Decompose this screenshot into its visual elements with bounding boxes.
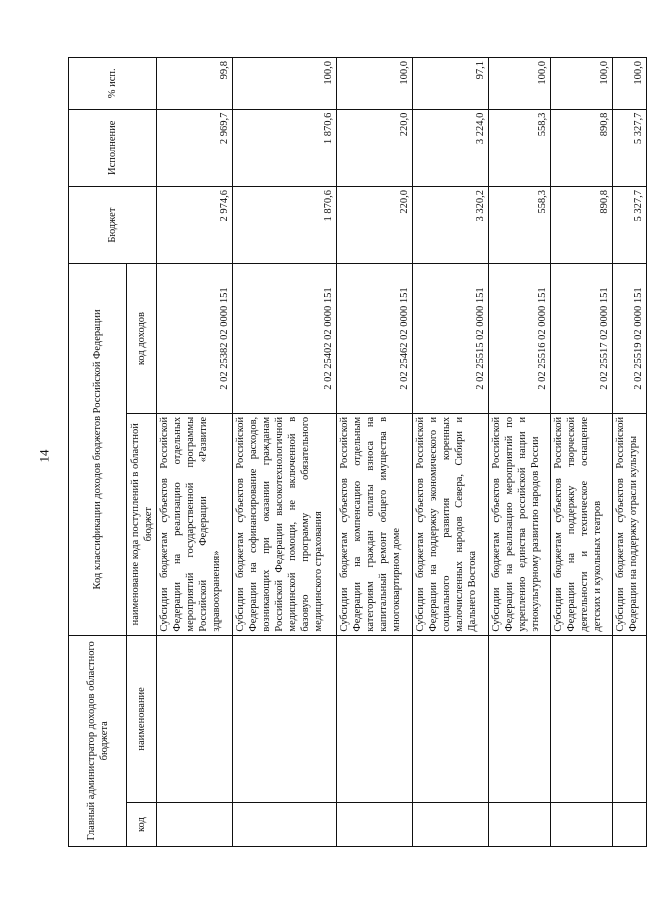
page-number: 14 <box>36 449 52 463</box>
percent-value: 100,0 <box>337 58 413 110</box>
admin-code-cell <box>157 803 233 847</box>
admin-name-cell <box>337 635 413 803</box>
percent-value: 100,0 <box>489 58 551 110</box>
header-execution: Исполнение <box>69 109 157 186</box>
income-description: Субсидии бюджетам субъектов Российской Федерации на софинансирование расходов, возникающих при оказании гражданам Российской Федерации высокотехнологичной медицинской помощи, не включенной в базовую программу обязательного медицинского страхования <box>233 413 337 635</box>
table-row <box>337 58 413 847</box>
header-income-code-name: наименование кода поступлений в областной бюджет <box>127 413 157 635</box>
income-code: 2 02 25462 02 0000 151 <box>337 264 413 414</box>
table-row <box>613 58 647 847</box>
income-description: Субсидии бюджетам субъектов Российской Федерации на поддержку отрасли культуры <box>613 413 647 635</box>
budget-value: 1 870,6 <box>233 186 337 263</box>
income-code: 2 02 25516 02 0000 151 <box>489 264 551 414</box>
income-description: Субсидии бюджетам субъектов Российской Федерации на поддержку творческой деятельности и техническое оснащение детских и кукольных театров <box>551 413 613 635</box>
income-description: Субсидии бюджетам субъектов Российской Федерации на реализацию мероприятий по укреплению единства российской нации и этнокультурному развитию народов России <box>489 413 551 635</box>
header-income-code: код доходов <box>127 264 157 414</box>
execution-value: 1 870,6 <box>233 109 337 186</box>
income-code: 2 02 25515 02 0000 151 <box>413 264 489 414</box>
header-name: наименование <box>127 635 157 803</box>
income-code: 2 02 25517 02 0000 151 <box>551 264 613 414</box>
execution-value: 220,0 <box>337 109 413 186</box>
table-row <box>489 58 551 847</box>
header-percent: % исп. <box>69 58 157 110</box>
admin-name-cell <box>551 635 613 803</box>
header-classification: Код классификации доходов бюджетов Российской Федерации <box>69 264 127 635</box>
income-description: Субсидии бюджетам субъектов Российской Федерации на компенсацию отдельным категориям граждан оплаты взноса на капитальный ремонт общего имущества в многоквартирном доме <box>337 413 413 635</box>
admin-code-cell <box>413 803 489 847</box>
table-row <box>233 58 337 847</box>
admin-code-cell <box>337 803 413 847</box>
admin-code-cell <box>613 803 647 847</box>
table-row <box>157 58 233 847</box>
header-code: код <box>127 803 157 847</box>
percent-value: 97,1 <box>413 58 489 110</box>
budget-value: 2 974,6 <box>157 186 233 263</box>
income-description: Субсидии бюджетам субъектов Российской Федерации на реализацию отдельных мероприятий государственной программы Российской Федерации «Развитие здравоохранения» <box>157 413 233 635</box>
percent-value: 100,0 <box>551 58 613 110</box>
admin-name-cell <box>233 635 337 803</box>
budget-value: 890,8 <box>551 186 613 263</box>
execution-value: 558,3 <box>489 109 551 186</box>
rotated-table-wrapper <box>68 57 644 847</box>
execution-value: 890,8 <box>551 109 613 186</box>
admin-code-cell <box>489 803 551 847</box>
execution-value: 2 969,7 <box>157 109 233 186</box>
income-table <box>68 57 647 847</box>
admin-code-cell <box>233 803 337 847</box>
income-code: 2 02 25382 02 0000 151 <box>157 264 233 414</box>
execution-value: 5 327,7 <box>613 109 647 186</box>
execution-value: 3 224,0 <box>413 109 489 186</box>
budget-value: 5 327,7 <box>613 186 647 263</box>
income-description: Субсидии бюджетам субъектов Российской Федерации на поддержку экономического и социального развития коренных малочисленных народов Севера, Сибири и Дальнего Востока <box>413 413 489 635</box>
header-chief-admin: Главный администратор доходов областного бюджета <box>69 635 127 846</box>
percent-value: 100,0 <box>613 58 647 110</box>
admin-code-cell <box>551 803 613 847</box>
percent-value: 100,0 <box>233 58 337 110</box>
budget-value: 558,3 <box>489 186 551 263</box>
budget-value: 3 320,2 <box>413 186 489 263</box>
admin-name-cell <box>157 635 233 803</box>
income-code: 2 02 25519 02 0000 151 <box>613 264 647 414</box>
income-code: 2 02 25402 02 0000 151 <box>233 264 337 414</box>
admin-name-cell <box>489 635 551 803</box>
table-row <box>551 58 613 847</box>
header-budget: Бюджет <box>69 186 157 263</box>
percent-value: 99,8 <box>157 58 233 110</box>
admin-name-cell <box>413 635 489 803</box>
admin-name-cell <box>613 635 647 803</box>
table-row <box>413 58 489 847</box>
budget-value: 220,0 <box>337 186 413 263</box>
